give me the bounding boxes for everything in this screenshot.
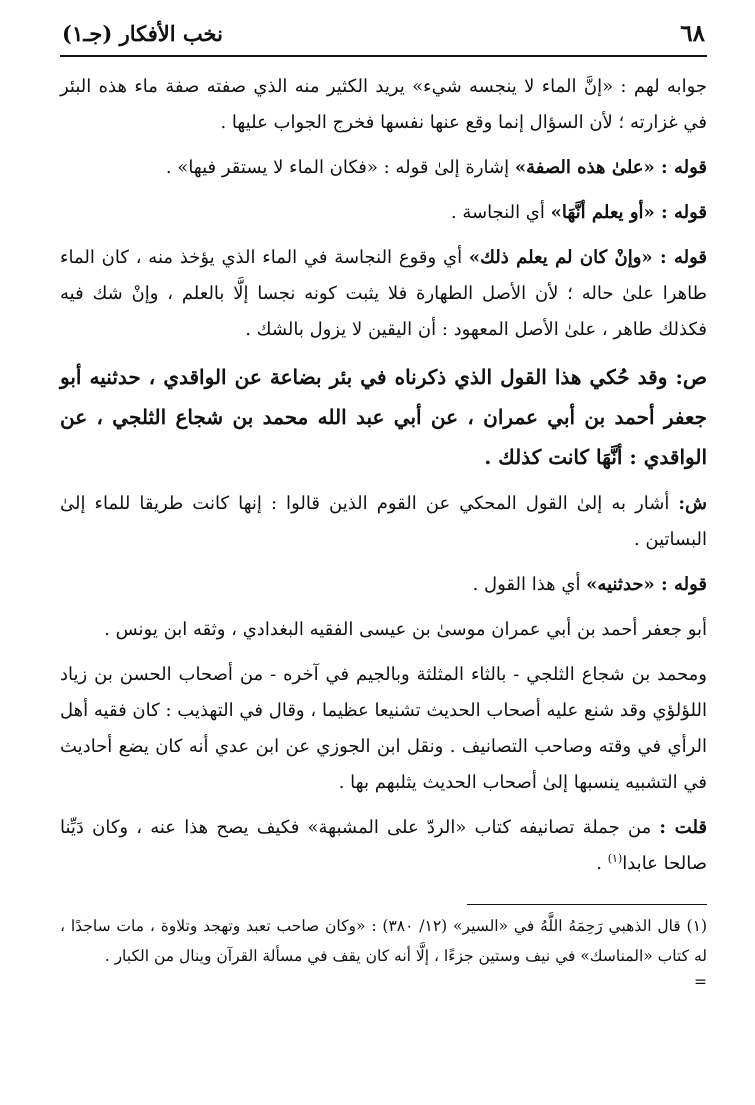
matn-text: وقد حُكي هذا القول الذي ذكرناه في بئر بضاعة عن الواقدي ، حدثنيه أبو جعفر أحمد بن أبي عمران ، عن أبي عبد الله محمد بن شجاع الثلجي ، عن الواقدي : أنَّهَا كانت كذلك . (60, 365, 707, 469)
paragraph-text: أي هذا القول . (472, 574, 587, 595)
book-title: نخب الأفكار (جـ١) (62, 21, 223, 46)
paragraph-haddathanihi (60, 567, 707, 603)
footnote (60, 911, 707, 971)
paragraph-yalam (60, 195, 707, 231)
paragraph-text: أي النجاسة . (450, 202, 551, 223)
paragraph-qultu (60, 810, 707, 882)
paragraph-text: جوابه لهم : «إنَّ الماء لا ينجسه شيء» يريد الكثير منه الذي صفته صفة ماء هذه البئر في غزارته ؛ لأن السؤال إنما وقع عنها نفسها فخرج الجواب عليها . (60, 76, 707, 133)
matn-marker: ص: (675, 365, 707, 389)
quote-lead: قوله : «وإنْ كان لم يعلم ذلك» (468, 247, 707, 268)
footnote-reference[interactable]: (١) (607, 852, 623, 865)
paragraph-text: أي وقوع النجاسة في الماء الذي يؤخذ منه ، كان الماء طاهرا علىٰ حاله ؛ لأن الأصل الطهارة فلا يثبت كونه نجسا إلَّا بالعلم ، وإنْ شك فيه فكذلك طاهر ، علىٰ الأصل المعهود : أن اليقين لا يزول بالشك . (60, 247, 707, 340)
quote-lead: قوله : «حدثنيه» (586, 574, 707, 595)
paragraph-sifa (60, 150, 707, 186)
paragraph-in-kana (60, 240, 707, 348)
sharh-marker: ش: (678, 493, 707, 514)
footnote-separator (467, 904, 707, 905)
paragraph-abu-jafar (60, 612, 707, 648)
paragraph-text: من جملة تصانيفه كتاب «الردّ على المشبهة» فكيف يصح هذا عنه ، وكان دَيِّنا صالحا عابدا (60, 817, 707, 874)
page-number: ٦٨ (680, 20, 705, 47)
sharh-paragraph (60, 486, 707, 558)
footnote-continuation-mark: = (694, 973, 707, 991)
paragraph-text: أبو جعفر أحمد بن أبي عمران موسىٰ بن عيسى الفقيه البغدادي ، وثقه ابن يونس . (104, 619, 707, 640)
paragraph-text: إشارة إلىٰ قوله : «فكان الماء لا يستقر فيها» . (165, 157, 515, 178)
quote-lead: قوله : «علىٰ هذه الصفة» (514, 157, 707, 178)
page-body (60, 69, 707, 882)
qultu-marker: قلت : (659, 817, 708, 838)
footnote-text: (١) قال الذهبي رَحِمَهُ اللَّهُ في «السير» (١٢/ ٣٨٠) : «وكان صاحب تعبد وتهجد وتلاوة ، مات ساجدًا ، له كتاب «المناسك» في نيف وستين جزءًا ، إلَّا أنه كان يقف في مسألة القرآن وينال من الكبار . (60, 917, 707, 965)
page-header (60, 20, 707, 57)
paragraph-text: ومحمد بن شجاع الثلجي - بالثاء المثلثة وبالجيم في آخره - من أصحاب الحسن بن زياد اللؤلؤي وقد شنع عليه أصحاب الحديث تشنيعا عظيما ، وقال في التهذيب : كان فقيه أهل الرأي في وقته وصاحب التصانيف . ونقل ابن الجوزي عن ابن عدي أنه كان يضع أحاديث في التشبيه ينسبها إلىٰ أصحاب الحديث يثلبهم بها . (60, 664, 707, 793)
paragraph-thalji (60, 657, 707, 801)
matn-paragraph (60, 357, 707, 477)
paragraph-tail: . (596, 853, 608, 874)
paragraph-text: أشار به إلىٰ القول المحكي عن القوم الذين قالوا : إنها كانت طريقا للماء إلىٰ البساتين . (60, 493, 707, 550)
paragraph-answer (60, 69, 707, 141)
quote-lead: قوله : «أو يعلم أنَّهَا» (550, 202, 707, 223)
